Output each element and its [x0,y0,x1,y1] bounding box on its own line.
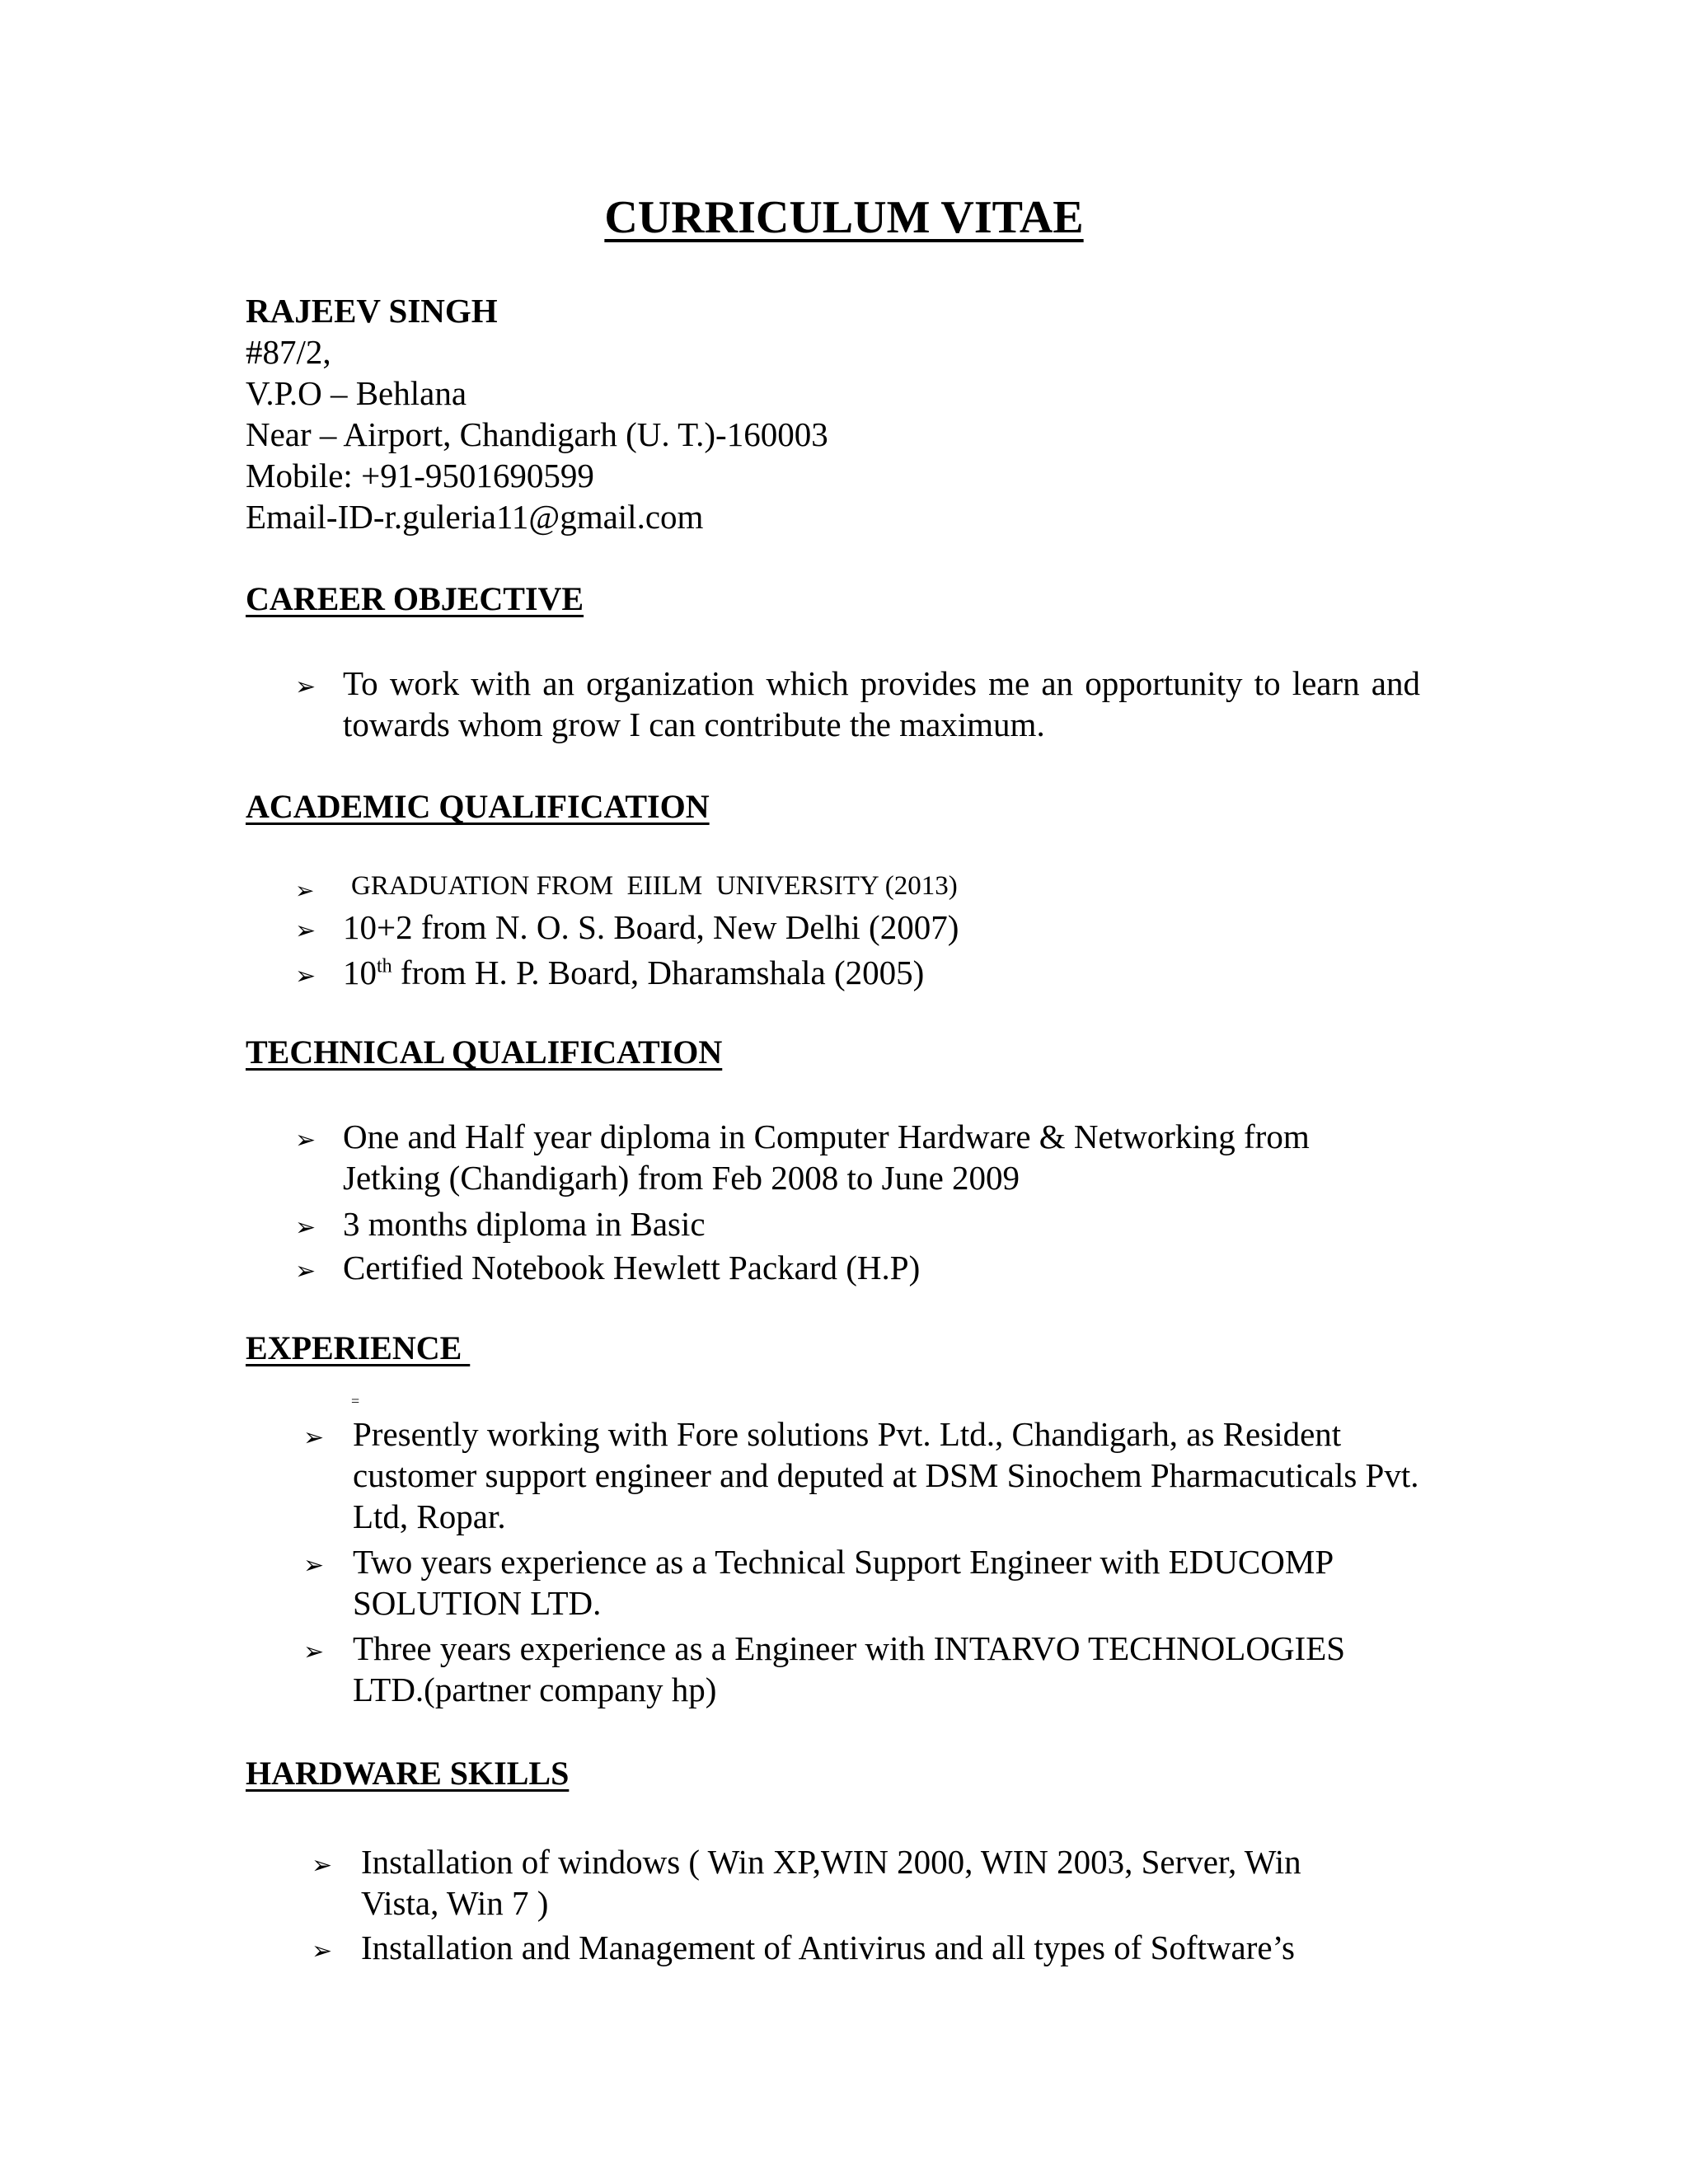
list-item-text: Two years experience as a Technical Support Engineer with EDUCOMP SOLUTION LTD. [353,1543,1333,1622]
stray-mark: = [351,1393,360,1409]
list-item [303,1628,1424,1710]
list-item [303,1541,1424,1624]
list-item-text: Certified Notebook Hewlett Packard (H.P) [343,1249,921,1286]
list-item-text: 3 months diploma in Basic [343,1205,706,1243]
arrow-bullet-icon: ➢ [312,1851,333,1880]
list-item-text: 10+2 from N. O. S. Board, New Delhi (2007) [343,908,959,946]
list-item-text: Installation of windows ( Win XP,WIN 2000, WIN 2003, Server, Win Vista, Win 7 ) [361,1843,1301,1922]
address-line: V.P.O – Behlana [246,374,467,412]
ordinal-number: 10 [343,954,377,991]
list-item [295,907,1367,948]
ordinal-suffix: th [377,955,392,977]
list-item-text: One and Half year diploma in Computer Hardware & Networking from Jetking (Chandigarh) from Feb 2008 to June 2009 [343,1118,1310,1197]
list-item-text: GRADUATION FROM EIILM UNIVERSITY (2013) [351,871,958,901]
arrow-bullet-icon: ➢ [295,1213,316,1242]
arrow-bullet-icon: ➢ [295,877,315,904]
arrow-bullet-icon: ➢ [295,916,316,945]
contact-block [246,290,828,537]
list-item [312,1927,1424,1968]
list-item-text: Presently working with Fore solutions Pvt. Ltd., Chandigarh, as Resident customer support engineer and deputed at DSM Sinochem Pharmacuticals Pvt. Ltd, Ropar. [353,1415,1419,1535]
candidate-name: RAJEEV SINGH [246,292,498,330]
list-item-text [343,952,1367,993]
arrow-bullet-icon: ➢ [303,1423,325,1452]
arrow-bullet-icon: ➢ [303,1638,325,1666]
list-item [295,1116,1383,1198]
arrow-bullet-icon: ➢ [295,1257,316,1286]
arrow-bullet-icon: ➢ [295,1126,316,1155]
section-heading-academic-qualification: ACADEMIC QUALIFICATION [246,788,710,825]
list-item-text: Three years experience as a Engineer with INTARVO TECHNOLOGIES LTD.(partner company hp) [353,1629,1346,1708]
arrow-bullet-icon: ➢ [303,1551,325,1580]
list-item-text: To work with an organization which provides me an opportunity to learn and towards whom grow I can contribute the maximum. [343,664,1420,743]
section-heading-technical-qualification: TECHNICAL QUALIFICATION [246,1033,723,1071]
arrow-bullet-icon: ➢ [295,962,316,991]
list-item [312,1841,1383,1924]
list-item [295,865,1367,907]
section-heading-career-objective: CAREER OBJECTIVE [246,580,584,617]
section-heading-experience: EXPERIENCE [246,1329,471,1366]
section-heading-hardware-skills: HARDWARE SKILLS [246,1755,570,1792]
address-line: #87/2, [246,333,331,371]
address-line: Near – Airport, Chandigarh (U. T.)-160003 [246,415,828,453]
list-item-text: Installation and Management of Antivirus and all types of Software’s [361,1929,1295,1966]
arrow-bullet-icon: ➢ [312,1937,333,1966]
list-item [295,952,1367,993]
mobile-line: Mobile: +91-9501690599 [246,457,594,494]
list-item-rest: from H. P. Board, Dharamshala (2005) [392,954,925,991]
list-item [295,663,1420,745]
list-item [303,1413,1424,1537]
arrow-bullet-icon: ➢ [295,673,316,701]
document-title: CURRICULUM VITAE [604,192,1084,243]
email-line: Email-ID-r.guleria11@gmail.com [246,498,704,536]
list-item [295,1203,1383,1244]
list-item [295,1247,1383,1288]
